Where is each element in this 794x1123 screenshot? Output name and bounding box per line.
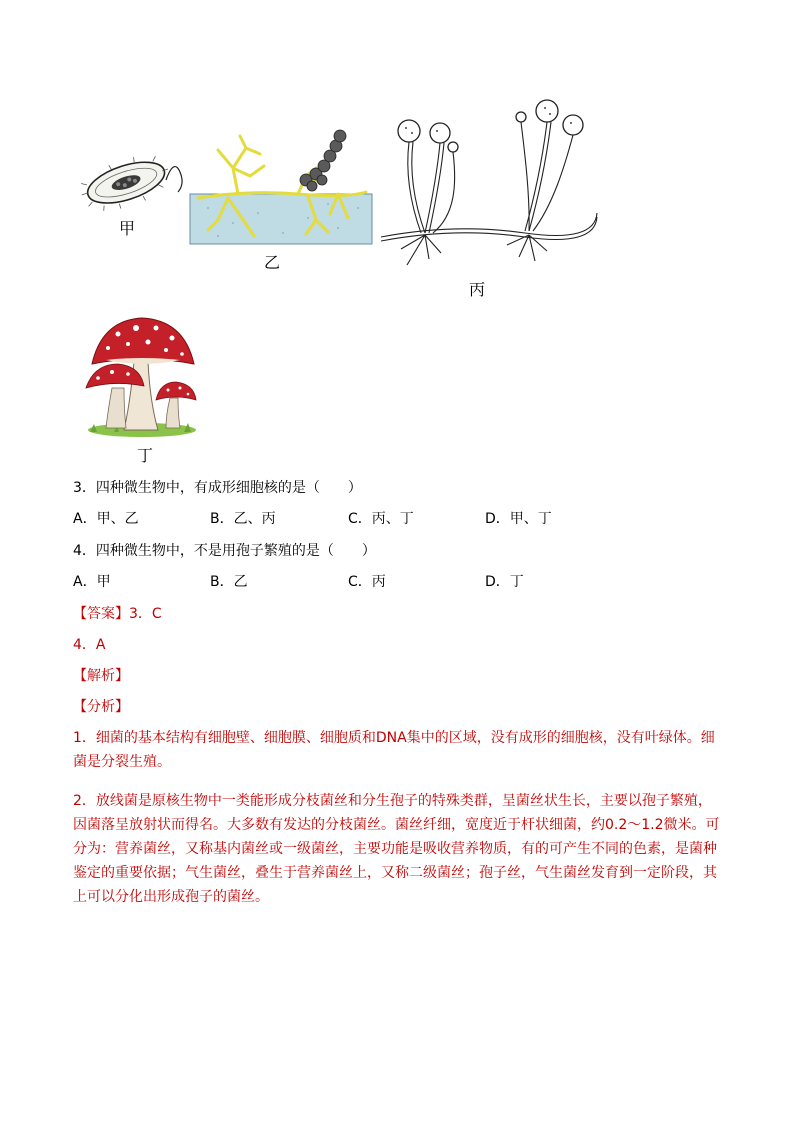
figure-label-yi: 乙 bbox=[264, 253, 281, 272]
question-4-option-b: B．乙 bbox=[210, 574, 248, 590]
fenxi-tag: 【分析】 bbox=[73, 699, 129, 715]
figure-label-ding: 丁 bbox=[137, 446, 154, 465]
question-4-stem: 4．四种微生物中，不是用孢子繁殖的是（ ） bbox=[73, 543, 376, 559]
question-4-option-a: A．甲 bbox=[73, 574, 111, 590]
question-3-option-b: B．乙、丙 bbox=[210, 511, 276, 527]
question-3-stem: 3．四种微生物中，有成形细胞核的是（ ） bbox=[73, 480, 362, 496]
figure-label-jia: 甲 bbox=[119, 219, 136, 238]
mushroom-figure bbox=[84, 314, 199, 438]
answer-row bbox=[73, 603, 162, 623]
analysis-tag: 【解析】 bbox=[73, 668, 129, 684]
actinomycete-figure bbox=[188, 128, 374, 246]
answer-4: 4．A bbox=[73, 637, 106, 653]
question-4-option-d: D．丁 bbox=[485, 574, 524, 590]
question-4-option-c: C．丙 bbox=[348, 574, 386, 590]
mold-figure bbox=[375, 95, 600, 270]
question-3-option-a: A．甲、乙 bbox=[73, 511, 139, 527]
figure-label-bing: 丙 bbox=[469, 280, 486, 299]
question-3-option-d: D．甲、丁 bbox=[485, 511, 552, 527]
bacterium-figure bbox=[78, 150, 188, 212]
answer-3: 3．C bbox=[129, 606, 162, 622]
analysis-paragraph-1: 1．细菌的基本结构有细胞壁、细胞膜、细胞质和DNA集中的区域，没有成形的细胞核，没有叶绿体。细菌是分裂生殖。 bbox=[73, 730, 715, 770]
answer-tag: 【答案】 bbox=[73, 606, 129, 622]
question-3-option-c: C．丙、丁 bbox=[348, 511, 414, 527]
analysis-paragraph-2: 2．放线菌是原核生物中一类能形成分枝菌丝和分生孢子的特殊类群，呈菌丝状生长，主要以孢子繁殖，因菌落呈放射状而得名。大多数有发达的分枝菌丝。菌丝纤细，宽度近于杆状细菌，约0.2～1.2微米。可分为：营养菌丝，又称基内菌丝或一级菌丝，主要功能是吸收营养物质，有的可产生不同的色素，是菌种鉴定的重要依据；气生菌丝，叠生于营养菌丝上，又称二级菌丝；孢子丝，气生菌丝发育到一定阶段，其上可以分化出形成孢子的菌丝。 bbox=[73, 793, 720, 905]
